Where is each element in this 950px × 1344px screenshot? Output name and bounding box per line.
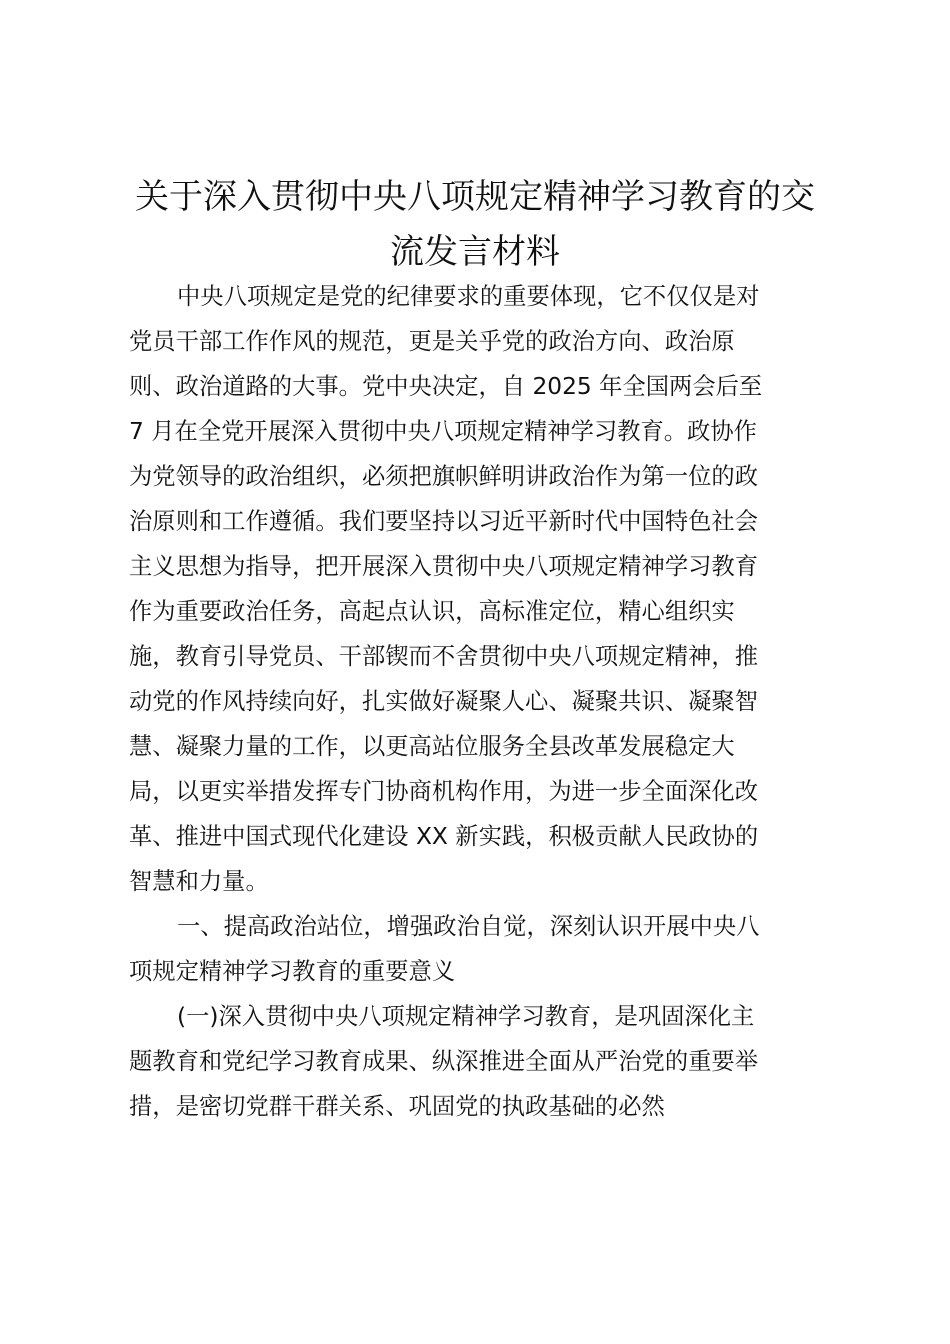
title-line: 关于深入贯彻中央八项规定精神学习教育的交 (135, 177, 815, 217)
text-line: (一)深入贯彻中央八项规定精神学习教育，是巩固深化主 (177, 1003, 755, 1030)
section-heading-1 (129, 904, 829, 994)
text-line: 革、推进中国式现代化建设 XX 新实践，积极贡献人民政协的 (129, 823, 759, 850)
text-line: 措，是密切党群干群关系、巩固党的执政基础的必然 (129, 1093, 665, 1120)
text-line: 题教育和党纪学习教育成果、纵深推进全面从严治党的重要举 (129, 1048, 759, 1075)
text-line: 慧、凝聚力量的工作，以更高站位服务全县改革发展稳定大 (129, 733, 735, 760)
text-line: 动党的作风持续向好，扎实做好凝聚人心、凝聚共识、凝聚智 (129, 688, 759, 715)
paragraph-subsection-1 (129, 994, 829, 1129)
text-line: 党员干部工作作风的规范，更是关乎党的政治方向、政治原 (129, 328, 735, 355)
text-line: 施，教育引导党员、干部锲而不舍贯彻中央八项规定精神，推 (129, 643, 759, 670)
text-line: 7 月在全党开展深入贯彻中央八项规定精神学习教育。政协作 (129, 418, 757, 445)
text-line: 项规定精神学习教育的重要意义 (129, 958, 456, 985)
text-line: 一、提高政治站位，增强政治自觉，深刻认识开展中央八 (177, 913, 760, 940)
title-line: 流发言材料 (390, 232, 560, 272)
text-line: 智慧和力量。 (129, 868, 269, 895)
document-title (120, 170, 830, 280)
text-line: 治原则和工作遵循。我们要坚持以习近平新时代中国特色社会 (129, 508, 759, 535)
paragraph-intro (129, 274, 829, 904)
document-body (129, 274, 829, 1129)
text-line: 主义思想为指导，把开展深入贯彻中央八项规定精神学习教育 (129, 553, 759, 580)
text-line: 作为重要政治任务，高起点认识，高标准定位，精心组织实 (129, 598, 735, 625)
text-line: 为党领导的政治组织，必须把旗帜鲜明讲政治作为第一位的政 (129, 463, 759, 490)
text-line: 中央八项规定是党的纪律要求的重要体现，它不仅仅是对 (177, 283, 760, 310)
text-line: 局，以更实举措发挥专门协商机构作用，为进一步全面深化改 (129, 778, 759, 805)
text-line: 则、政治道路的大事。党中央决定，自 2025 年全国两会后至 (129, 373, 763, 400)
